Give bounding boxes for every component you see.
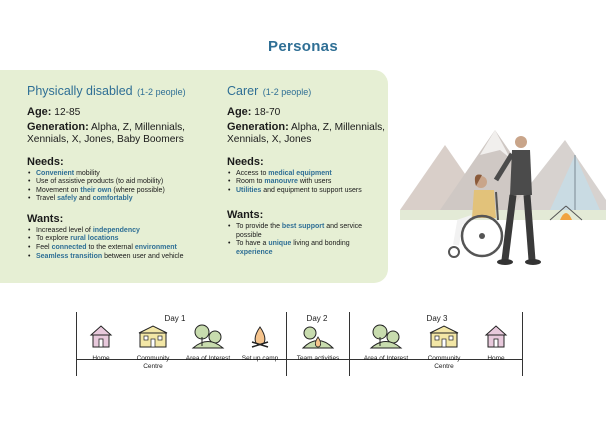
wheelchair-carer-illustration (400, 110, 606, 280)
stop-label: Team activities (296, 355, 340, 362)
list-item: • Access to medical equipment (234, 170, 387, 179)
community-centre-icon (427, 323, 461, 349)
timeline-stop (75, 323, 127, 363)
persona-generation: Generation: Alpha, Z, Millennials, Xennials, X, Jones (227, 120, 386, 145)
wants-list (227, 223, 387, 257)
stop-label: Area of Interest (185, 355, 231, 362)
timeline-tick (522, 312, 523, 376)
timeline-stop (127, 323, 179, 370)
persona-name: Carer (227, 84, 259, 98)
stop-label: Home (92, 355, 110, 362)
timeline-stop (360, 323, 412, 363)
needs-heading: Needs: (227, 155, 264, 168)
community-centre-icon (136, 323, 170, 349)
list-item: • Movement on their own (where possible) (34, 187, 223, 196)
wants-heading: Wants: (27, 212, 64, 225)
list-item: • To explore rural locations (34, 235, 223, 244)
list-item: • Feel connected to the external environment (34, 244, 223, 253)
house-icon (88, 323, 114, 349)
list-item: • To provide the best support and service possible (234, 223, 387, 240)
list-item: • Use of assistive products (to aid mobility) (34, 178, 223, 187)
persona-age: Age: 18-70 (227, 106, 281, 118)
list-item: • Seamless transition between user and vehicle (34, 253, 223, 262)
persona-count: (1-2 people) (262, 87, 312, 97)
timeline-stop (292, 323, 344, 363)
stop-label: Home (487, 355, 505, 362)
persona-age: Age: 12-85 (27, 106, 81, 118)
wants-heading: Wants: (227, 209, 264, 222)
page-title: Personas (268, 38, 338, 55)
list-item: • To have a unique living and bonding experience (234, 240, 387, 257)
day-label: Day 2 (306, 314, 328, 323)
persona-count: (1-2 people) (137, 87, 186, 97)
needs-heading: Needs: (27, 155, 64, 168)
list-item: • Room to manouvre with users (234, 178, 387, 187)
stop-label: Community Centre (136, 355, 170, 370)
persona-heading (27, 82, 223, 100)
timeline-stop (470, 323, 522, 363)
day-label: Day 3 (426, 314, 448, 323)
persona-heading (227, 82, 387, 100)
list-item: • Convenient mobility (34, 170, 223, 179)
list-item: • Utilities and equipment to support users (234, 187, 387, 196)
persona-name: Physically disabled (27, 84, 133, 98)
timeline-stop (418, 323, 470, 370)
house-icon (483, 323, 509, 349)
day-label: Day 1 (164, 314, 186, 323)
needs-list (27, 170, 223, 204)
stop-label: Area of Interest (363, 355, 409, 362)
timeline-tick (286, 312, 287, 376)
needs-list (227, 170, 387, 196)
trees-icon (369, 323, 403, 349)
stop-label: Community Centre (427, 355, 461, 370)
list-item: • Travel safely and comfortably (34, 195, 223, 204)
timeline-stop (234, 323, 286, 363)
stop-label: Set up camp (241, 355, 279, 362)
persona-generation: Generation: Alpha, Z, Millennials, Xennials, X, Jones, Baby Boomers (27, 120, 186, 145)
persona-carer (227, 82, 387, 258)
trees-icon (191, 323, 225, 349)
campfire-icon (247, 323, 273, 349)
list-item: • Increased level of independency (34, 227, 223, 236)
persona-physically-disabled (27, 82, 223, 261)
tent-campfire-icon (301, 323, 335, 349)
timeline-tick (349, 312, 350, 376)
wants-list (27, 227, 223, 261)
timeline-stop (182, 323, 234, 363)
